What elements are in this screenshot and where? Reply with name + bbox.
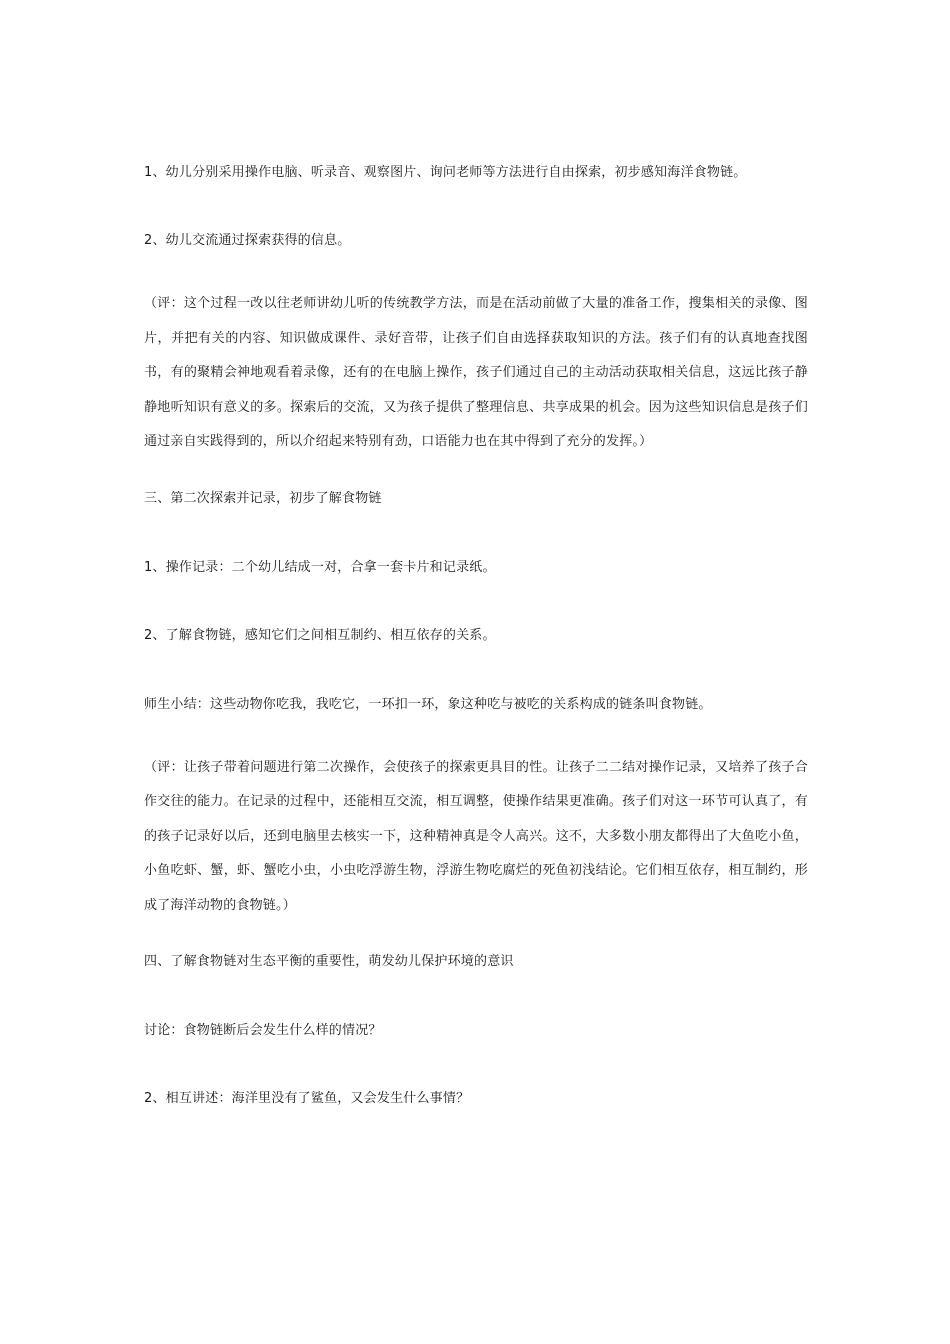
document-body [144,160,808,1111]
section-heading-4: 四、了解食物链对生态平衡的重要性，萌发幼儿保护环境的意识 [144,954,514,969]
paragraph-5: 2、相互讲述：海洋里没有了鲨鱼，又会发生什么事情？ [144,1091,470,1106]
paragraph-2: 2、幼儿交流通过探索获得的信息。 [144,233,351,248]
paragraph-4: 2、了解食物链，感知它们之间相互制约、相互依存的关系。 [144,627,496,643]
paragraph-discussion: 讨论：食物链断后会发生什么样的情况？ [144,1023,382,1038]
paragraph-summary: 师生小结：这些动物你吃我，我吃它，一环扣一环，象这种吃与被吃的关系构成的链条叫食物链。 [144,696,712,712]
paragraph-3: 1、操作记录：二个幼儿结成一对，合拿一套卡片和记录纸。 [144,559,496,575]
paragraph-1: 1、幼儿分别采用操作电脑、听录音、观察图片、询问老师等方法进行自由探索，初步感知海洋食物链。 [144,165,747,180]
comment-paragraph-2: （评：让孩子带着问题进行第二次操作，会使孩子的探索更具目的性。让孩子二二结对操作记录，又培养了孩子合作交往的能力。在记录的过程中，还能相互交流，相互调整，使操作结果更准确。孩子们对这一环节可认真了，有的孩子记录好以后，还到电脑里去核实一下，这种精神真是令人高兴。这不，大多数小朋友都得出了大鱼吃小鱼，小鱼吃虾、蟹，虾、蟹吃小虫，小虫吃浮游生物，浮游生物吃腐烂的死鱼初浅结论。它们相互依存，相互制约，形成了海洋动物的食物链。） [144,759,808,913]
comment-paragraph-1: （评：这个过程一改以往老师讲幼儿听的传统教学方法，而是在活动前做了大量的准备工作，搜集相关的录像、图片，并把有关的内容、知识做成课件、录好音带，让孩子们自由选择获取知识的方法。孩子们有的认真地查找图书，有的聚精会神地观看着录像，还有的在电脑上操作，孩子们通过自己的主动活动获取相关信息，这远比孩子静静地听知识有意义的多。探索后的交流，又为孩子提供了整理信息、共享成果的机会。因为这些知识信息是孩子们通过亲自实践得到的，所以介绍起来特别有劲，口语能力也在其中得到了充分的发挥。） [144,296,808,449]
section-heading-3: 三、第二次探索并记录，初步了解食物链 [144,490,382,506]
